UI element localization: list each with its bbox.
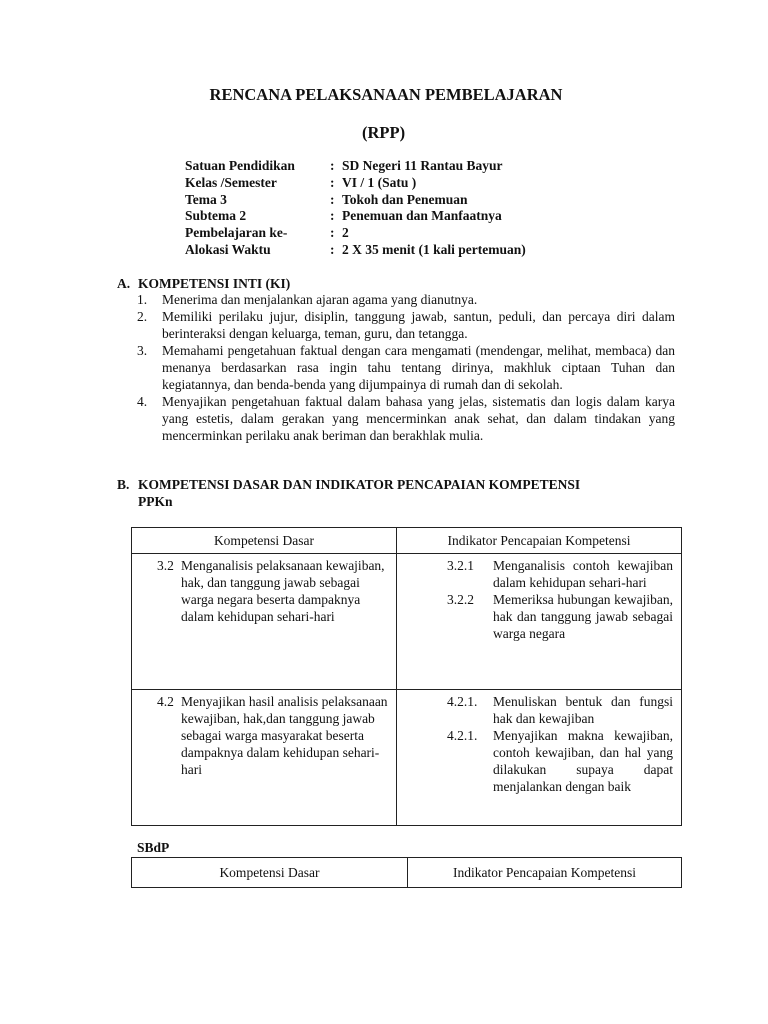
table-header-row	[132, 528, 682, 554]
column-header-kd: Kompetensi Dasar	[132, 858, 408, 888]
list-item	[137, 342, 675, 393]
kd-text: Menganalisis pelaksanaan kewajiban, hak, dan tanggung jawab sebagai warga negara beserta dampaknya dalam kehidupan sehari-hari	[181, 558, 385, 624]
section-letter: B.	[117, 477, 130, 492]
kd-text: Menyajikan hasil analisis pelaksanaan kewajiban, hak,dan tanggung jawab sebagai warga masyarakat beserta dampaknya dalam kehidupan sehari-hari	[181, 694, 388, 777]
identity-row	[185, 224, 526, 241]
column-header-ipk: Indikator Pencapaian Kompetensi	[397, 528, 682, 554]
identity-label: Subtema 2	[185, 208, 247, 224]
identity-value: 2 X 35 menit (1 kali pertemuan)	[342, 241, 526, 257]
identity-separator: :	[330, 225, 335, 241]
indicator-number: 4.2.1.	[447, 694, 478, 709]
identity-label: Alokasi Waktu	[185, 241, 271, 257]
section-title: KOMPETENSI INTI (KI)	[138, 276, 291, 291]
kd-item	[157, 693, 388, 778]
kd-number: 4.2	[157, 694, 174, 709]
identity-label: Kelas /Semester	[185, 174, 277, 190]
indicator-item	[447, 727, 673, 795]
indicator-number: 3.2.1	[447, 558, 474, 573]
kd-cell	[132, 554, 397, 690]
indicator-number: 3.2.2	[447, 592, 474, 607]
ki-list	[137, 291, 675, 444]
ipk-cell	[397, 690, 682, 826]
identity-label: Satuan Pendidikan	[185, 158, 295, 173]
identity-label: Pembelajaran ke-	[185, 225, 288, 241]
identity-value: Penemuan dan Manfaatnya	[342, 208, 502, 224]
table-row	[132, 690, 682, 826]
list-text: Menyajikan pengetahuan faktual dalam bahasa yang jelas, sistematis dan logis dalam karya yang estetis, dalam gerakan yang mencerminkan anak sehat, dan dalam tindakan yang mencerminkan perilaku anak beriman dan berakhlak mulia.	[162, 394, 675, 443]
indicator-text: Memeriksa hubungan kewajiban, hak dan tanggung jawab sebagai warga negara	[493, 592, 673, 641]
indicator-text: Menganalisis contoh kewajiban dalam kehidupan sehari-hari	[493, 558, 673, 590]
list-text: Memahami pengetahuan faktual dengan cara mengamati (mendengar, melihat, membaca) dan menanya berdasarkan rasa ingin tahu tentang dirinya, makhluk ciptaan Tuhan dan kegiatannya, dan benda-benda yang dijumpainya di rumah dan di sekolah.	[162, 343, 675, 392]
table-header-row	[132, 858, 682, 888]
table-row	[132, 554, 682, 690]
list-number: 3.	[137, 343, 148, 358]
identity-row	[185, 207, 526, 224]
identity-row	[185, 191, 526, 208]
indicator-item	[447, 557, 673, 591]
identity-row	[185, 174, 526, 191]
indicator-item	[447, 693, 673, 727]
identity-label: Tema 3	[185, 191, 227, 207]
identity-row	[185, 157, 526, 174]
kd-number: 3.2	[157, 558, 174, 573]
list-number: 4.	[137, 394, 148, 409]
kd-cell	[132, 690, 397, 826]
section-a-heading	[117, 275, 290, 292]
list-item	[137, 393, 675, 444]
section-title: KOMPETENSI DASAR DAN INDIKATOR PENCAPAIAN KOMPETENSI	[138, 477, 581, 492]
column-header-kd: Kompetensi Dasar	[132, 528, 397, 554]
list-number: 2.	[137, 309, 148, 324]
sbdp-heading: SBdP	[137, 840, 170, 855]
identity-value: VI / 1 (Satu )	[342, 174, 417, 190]
list-number: 1.	[137, 292, 148, 307]
indicator-item	[447, 591, 673, 642]
indicator-number: 4.2.1.	[447, 728, 478, 743]
sbdp-table	[131, 857, 682, 888]
list-text: Menerima dan menjalankan ajaran agama yang dianutnya.	[162, 292, 478, 307]
ipk-cell	[397, 554, 682, 690]
identity-separator: :	[330, 241, 335, 257]
document-subtitle: (RPP)	[362, 123, 406, 142]
identity-value: SD Negeri 11 Rantau Bayur	[342, 158, 503, 173]
list-item	[137, 291, 675, 308]
identity-block	[185, 157, 526, 258]
identity-separator: :	[330, 174, 335, 190]
column-header-ipk: Indikator Pencapaian Kompetensi	[408, 858, 682, 888]
identity-separator: :	[330, 158, 335, 173]
section-letter: A.	[117, 276, 131, 291]
identity-separator: :	[330, 191, 335, 207]
list-text: Memiliki perilaku jujur, disiplin, tanggung jawab, santun, peduli, dan percaya diri dalam berinteraksi dengan keluarga, teman, guru, dan tetangga.	[162, 309, 675, 341]
section-subtitle: PPKn	[138, 494, 173, 509]
identity-row	[185, 241, 526, 258]
ppkn-table	[131, 527, 682, 826]
document-title: RENCANA PELAKSANAAN PEMBELAJARAN	[209, 85, 563, 104]
identity-separator: :	[330, 208, 335, 224]
section-b-heading	[117, 476, 580, 510]
identity-value: Tokoh dan Penemuan	[342, 191, 468, 207]
kd-item	[157, 557, 388, 625]
indicator-text: Menuliskan bentuk dan fungsi hak dan kewajiban	[493, 694, 673, 726]
identity-value: 2	[342, 225, 349, 241]
indicator-text: Menyajikan makna kewajiban, contoh kewajiban, dan hal yang dilakukan supaya dapat menjalankan dengan baik	[493, 728, 673, 794]
list-item	[137, 308, 675, 342]
